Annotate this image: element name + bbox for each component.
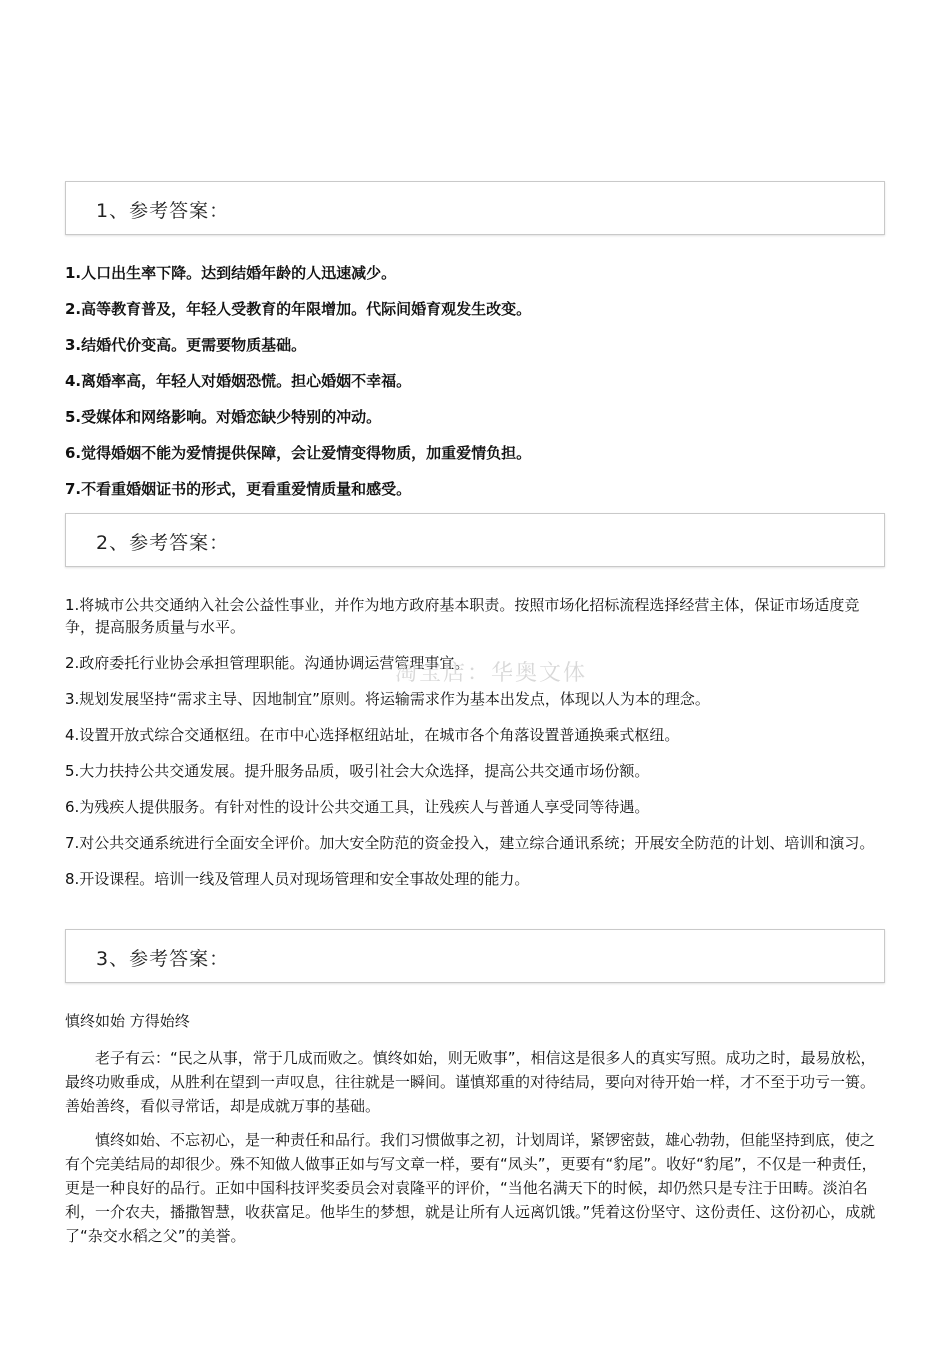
answer-item: 6.觉得婚姻不能为爱情提供保障，会让爱情变得物质，加重爱情负担。 (65, 444, 532, 462)
answer-item: 4.离婚率高，年轻人对婚姻恐慌。担心婚姻不幸福。 (65, 372, 412, 390)
section-1-header (65, 181, 885, 235)
answer-item: 3.结婚代价变高。更需要物质基础。 (65, 336, 307, 354)
section-3-title: 3、参考答案： (96, 948, 230, 970)
answer-item: 6.为残疾人提供服务。有针对性的设计公共交通工具，让残疾人与普通人享受同等待遇。 (65, 798, 650, 816)
essay-paragraph: 老子有云：“民之从事，常于几成而败之。慎终如始，则无败事”，相信这是很多人的真实写照。成功之时，最易放松，最终功败垂成，从胜利在望到一声叹息，往往就是一瞬间。谨慎郑重的对待结局，要向对待开始一样，才不至于功亏一篑。善始善终，看似寻常话，却是成就万事的基础。 (65, 1049, 876, 1115)
answer-item: 1.人口出生率下降。达到结婚年龄的人迅速减少。 (65, 264, 397, 282)
watermark: 淘宝店：华奥文体 (395, 661, 588, 686)
answer-item: 2.政府委托行业协会承担管理职能。沟通协调运营管理事宜。 (65, 654, 470, 672)
answer-item: 5.大力扶持公共交通发展。提升服务品质，吸引社会大众选择，提高公共交通市场份额。 (65, 762, 650, 780)
section-2-answer-list (65, 594, 887, 904)
section-3-essay (65, 1010, 887, 1258)
section-2-title: 2、参考答案： (96, 532, 230, 554)
section-3-header (65, 929, 885, 983)
essay-title: 慎终如始 方得始终 (65, 1012, 190, 1030)
answer-item: 8.开设课程。培训一线及管理人员对现场管理和安全事故处理的能力。 (65, 870, 530, 888)
answer-item: 3.规划发展坚持“需求主导、因地制宜”原则。将运输需求作为基本出发点，体现以人为本的理念。 (65, 690, 710, 708)
essay-paragraph: 慎终如始、不忘初心，是一种责任和品行。我们习惯做事之初，计划周详，紧锣密鼓，雄心勃勃，但能坚持到底，使之有个完美结局的却很少。殊不知做人做事正如与写文章一样，要有“凤头”，更要有“豹尾”。收好“豹尾”，不仅是一种责任，更是一种良好的品行。正如中国科技评奖委员会对袁隆平的评价，“当他名满天下的时候，却仍然只是专注于田畴。淡泊名利，一介农夫，播撒智慧，收获富足。他毕生的梦想，就是让所有人远离饥饿。”凭着这份坚守、这份责任、这份初心，成就了“杂交水稻之父”的美誉。 (65, 1131, 877, 1245)
answer-item: 7.不看重婚姻证书的形式，更看重爱情质量和感受。 (65, 480, 412, 498)
section-1-title: 1、参考答案： (96, 200, 230, 222)
answer-item: 4.设置开放式综合交通枢纽。在市中心选择枢纽站址，在城市各个角落设置普通换乘式枢纽。 (65, 726, 680, 744)
answer-item: 7.对公共交通系统进行全面安全评价。加大安全防范的资金投入，建立综合通讯系统；开展安全防范的计划、培训和演习。 (65, 834, 875, 852)
answer-item: 1.将城市公共交通纳入社会公益性事业，并作为地方政府基本职责。按照市场化招标流程选择经营主体，保证市场适度竞争，提高服务质量与水平。 (65, 596, 860, 636)
section-2-header (65, 513, 885, 567)
section-1-answer-list (65, 262, 887, 514)
answer-item: 5.受媒体和网络影响。对婚恋缺少特别的冲动。 (65, 408, 382, 426)
answer-item: 2.高等教育普及，年轻人受教育的年限增加。代际间婚育观发生改变。 (65, 300, 532, 318)
